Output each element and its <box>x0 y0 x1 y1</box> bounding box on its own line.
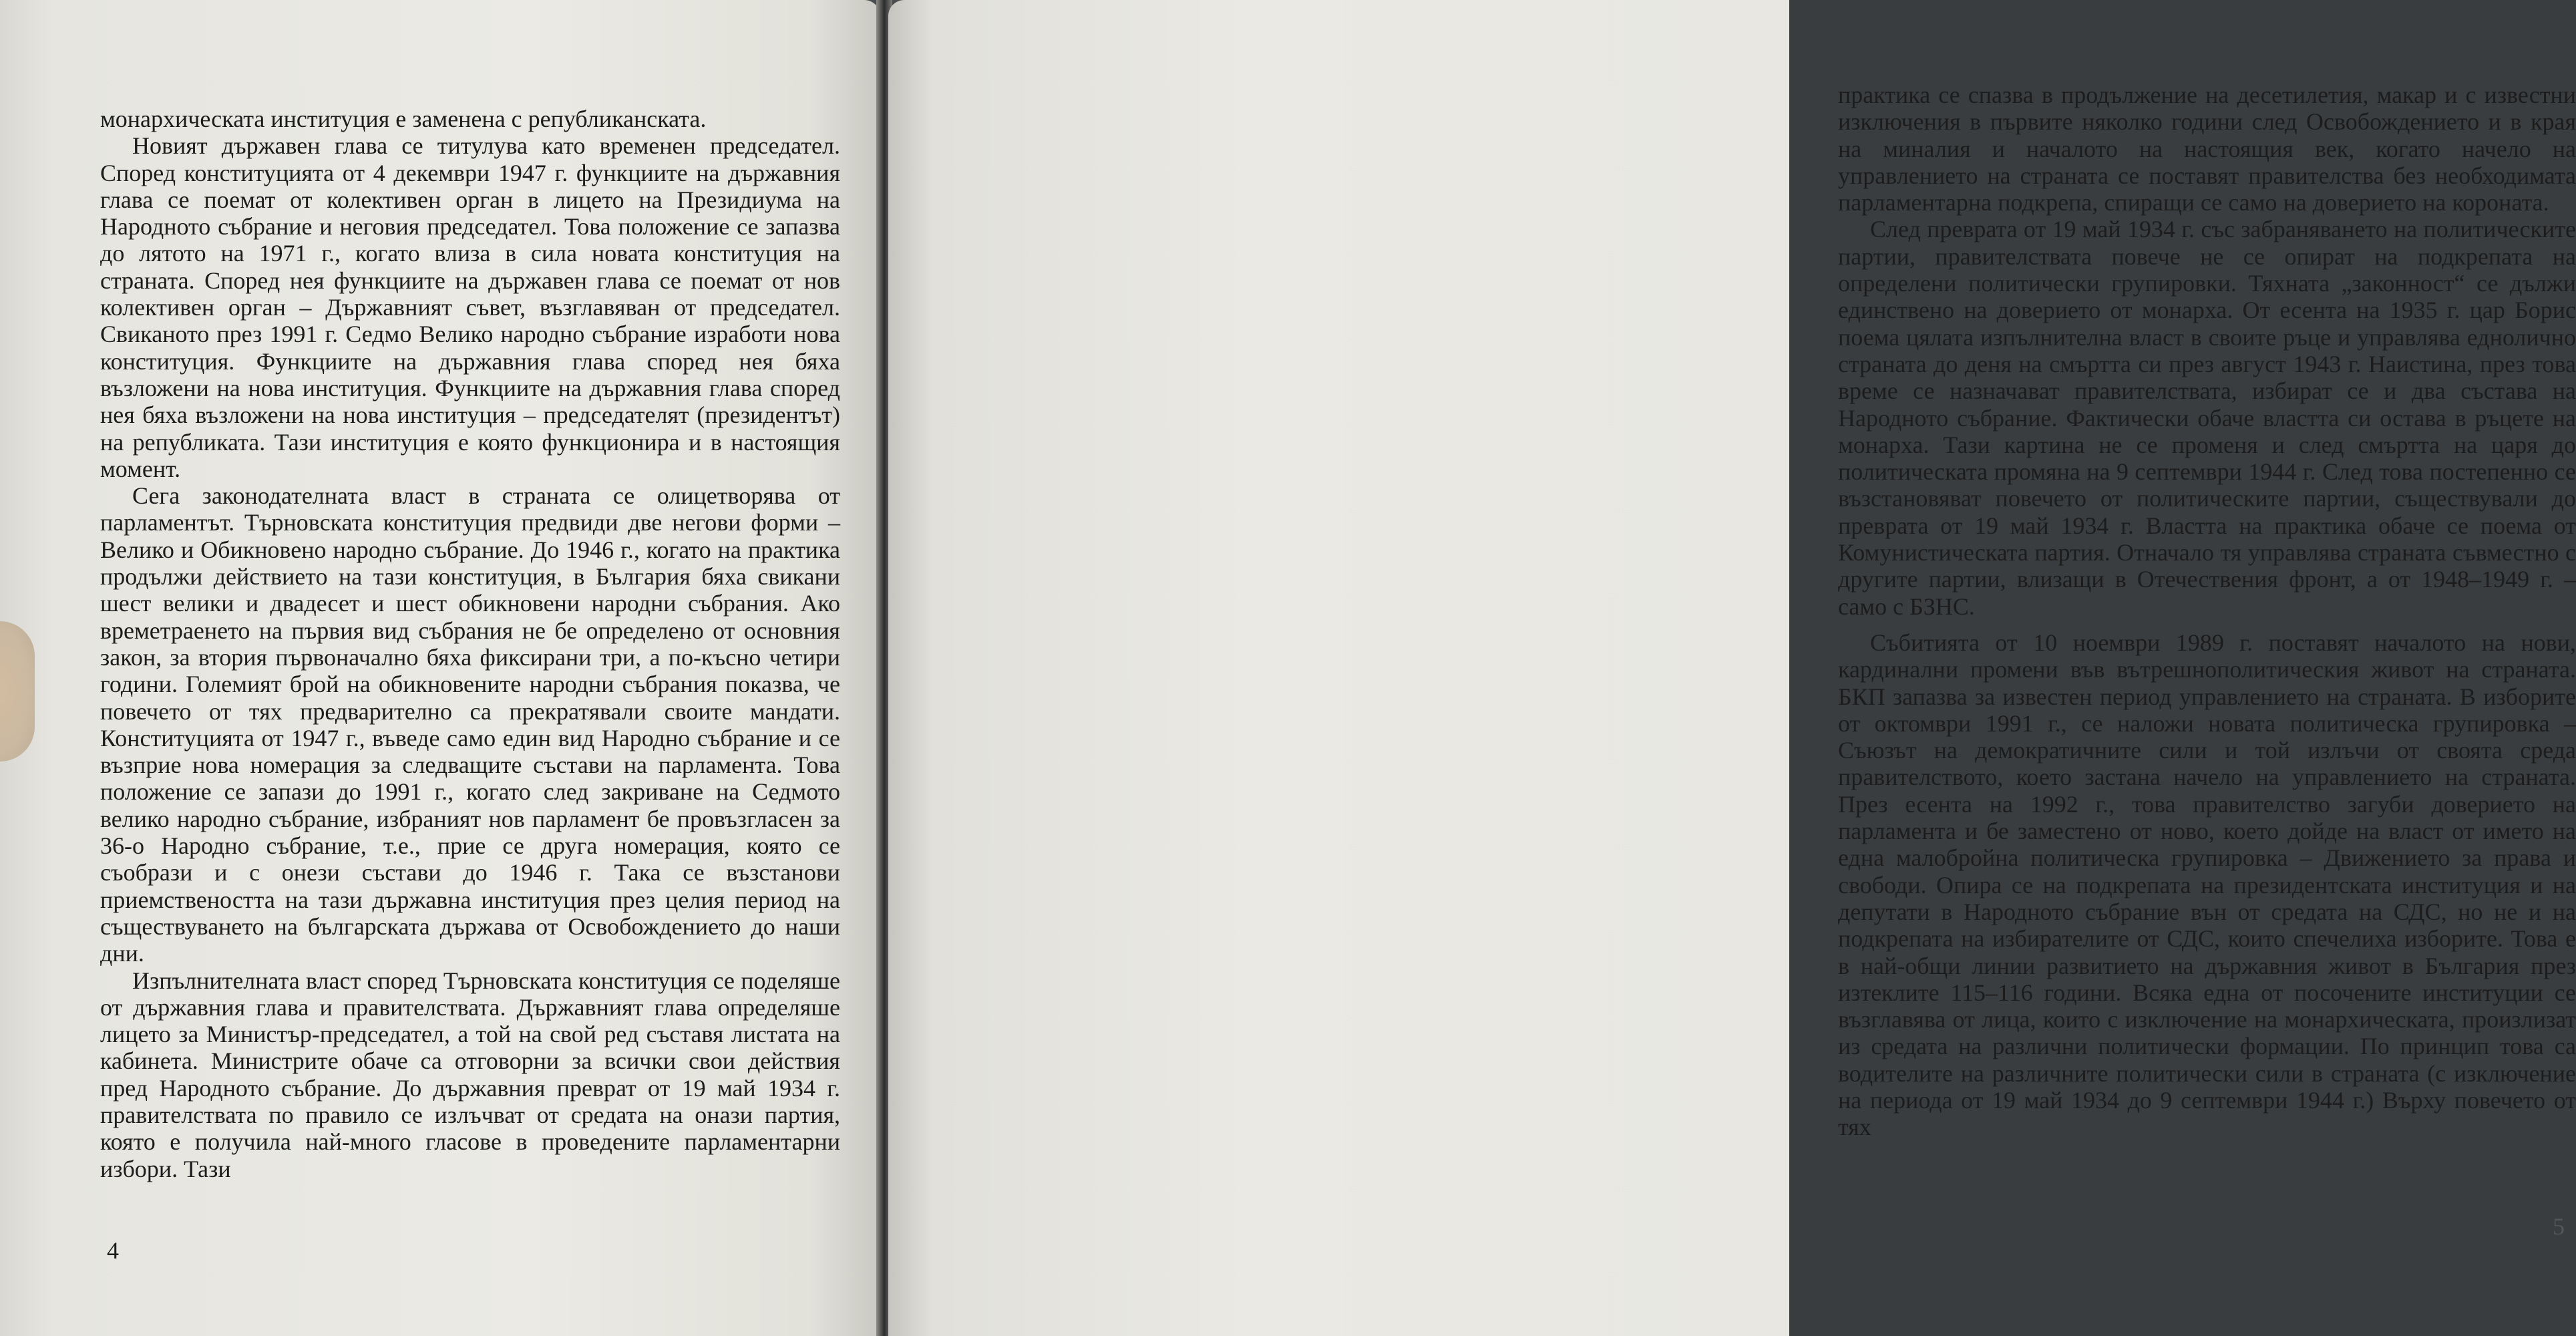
left-paragraph: Сега законодателната власт в страната се олицетворява от парламентът. Търновската конституция предвиди две негови форми – Велико и Обикновено народно събрание. До 1946 г., когато на практика продължи действието на тази конституция, в България бяха свикани шест велики и двадесет и шест обикновени народни събрания. Ако времетраенето на първия вид събрания не бе определено от основния закон, за втория първоначално бяха фиксирани три, а по-късно четири години. Големият брой на обикновените народни събрания показва, че повечето от тях предварително са прекратявали своите мандати. Конституцията от 1947 г., въведе само един вид Народно събрание и се възприе нова номерация за следващите състави на парламента. Това положение се запази до 1991 г., когато след закриване на Седмото велико народно събрание, избраният нов парламент бе провъзгласен за 36-о Народно събрание, т.е., прие се друга номерация, която се съобрази и с онези състави до 1946 г. Така се възстанови приемствеността на тази държавна институция през целия период на съществуването на българската държава от Освобождението до наши дни. <box>100 482 840 967</box>
right-page-text <box>1838 81 2576 1141</box>
right-paragraph: Събитията от 10 ноември 1989 г. поставят началото на нови, кардинални промени във вътрешнополитическия живот на страната. БКП запазва за известен период управлението на страната. В изборите от октомври 1991 г., се наложи новата политическа групировка – Съюзът на демократичните сили и той излъчи от своята среда правителството, което застана начело на управлението на страната. През есента на 1992 г., това правителство загуби доверието на парламента и бе заместено от ново, което дойде на власт от името на една малобройна политическа групировка – Движението за права и свободи. Опира се на подкрепата на президентската институция и на депутати в Народното събрание вън от средата на СДС, но не и на подкрепата на избирателите от СДС, които спечелиха изборите. Това е в най-общи линии развитието на държавния живот в България през изтеклите 115–116 години. Всяка една от посочените институции се възглавява от лица, които с изключение на монархическата, произлизат из средата на различни политически формации. По принцип това са водителите на различните политически сили в страната (с изключение на периода от 19 май 1934 до 9 септември 1944 г.) Върху повечето от тях <box>1838 629 2576 1141</box>
page-number-right: 5 <box>2553 1213 2565 1240</box>
right-paragraph: практика се спазва в продължение на десетилетия, макар и с известни изключения в първите няколко години след Освобождението и в края на миналия и началото на настоящия век, когато начело на управлението на страната се поставят правителства без необходимата парламентарна подкрепа, спиращи се само на доверието на короната. <box>1838 81 2576 216</box>
left-paragraph: Новият държавен глава се титулува като временен председател. Според конституцията от 4 декември 1947 г. функциите на държавния глава се поемат от колективен орган в лицето на Президиума на Народното събрание и неговия председател. Това положение се запазва до лятото на 1971 г., когато влиза в сила новата конституция на страната. Според нея функциите на държавен глава се поемат от нов колективен орган – Държавният съвет, възглавяван от председател. Свиканото през 1991 г. Седмо Велико народно събрание изработи нова конституция. Функциите на държавния глава според нея бяха възложени на нова институция. Функциите на държавния глава според нея бяха възложени на нова институция – председателят (президентът) на републиката. Тази институция е която функционира и в настоящия момент. <box>100 132 840 482</box>
right-page <box>888 0 2576 1336</box>
left-paragraph: Изпълнителната власт според Търновската конституция се поделяше от държавния глава и правителствата. Държавният глава определяше лицето за Министър-председател, а той на свой ред съставя листата на кабинета. Министрите обаче са отговорни за всички свои действия пред Народното събрание. До държавния преврат от 19 май 1934 г. правителствата по правило се излъчват от средата на онази партия, която е получила най-много гласове в проведените парламентарни избори. Тази <box>100 967 840 1182</box>
left-page-text <box>100 106 840 1182</box>
left-page <box>0 0 880 1336</box>
right-paragraph: След преврата от 19 май 1934 г. със забраняването на политическите партии, правителствата повече не се опират на подкрепата на определени политически групировки. Тяхната „законност“ се дължи единствено на доверието от монарха. От есента на 1935 г. цар Борис поема цялата изпълнителна власт в своите ръце и управлява еднолично страната до деня на смъртта си през август 1943 г. Наистина, през това време се назначават правителствата, избират се и два състава на Народното събрание. Фактически обаче властта си остава в ръцете на монарха. Тази картина не се променя и след смъртта на царя до политическата промяна на 9 септември 1944 г. След това постепенно се възстановяват повечето от политическите партии, съществували до преврата от 19 май 1934 г. Властта на практика обаче се поема от Комунистическата партия. Отначало тя управлява страната съвместно с другите партии, влизащи в Отечествения фронт, а от 1948–1949 г. – само с БЗНС. <box>1838 216 2576 620</box>
left-paragraph: монархическата институция е заменена с републиканската. <box>100 106 707 132</box>
page-tab-marker <box>0 621 35 762</box>
page-number-left: 4 <box>107 1237 119 1264</box>
